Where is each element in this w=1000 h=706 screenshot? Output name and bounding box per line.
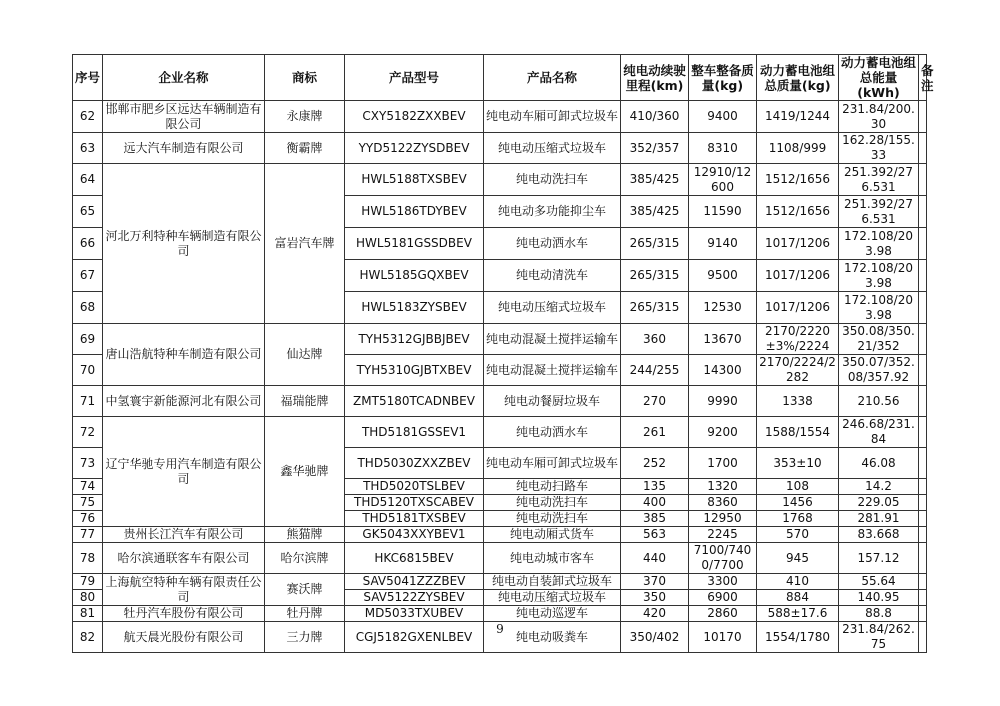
range-cell: 135	[621, 479, 689, 495]
brand-cell: 永康牌	[265, 101, 345, 133]
product-cell: 纯电动车厢可卸式垃圾车	[484, 448, 621, 479]
battery-energy-cell: 350.08/350.21/352	[839, 324, 919, 355]
battery-energy-cell: 55.64	[839, 574, 919, 590]
brand-cell: 富岩汽车牌	[265, 164, 345, 324]
range-cell: 252	[621, 448, 689, 479]
mass-cell: 6900	[689, 590, 757, 606]
seq-cell: 65	[73, 196, 103, 228]
remark-cell	[919, 355, 927, 386]
battery-mass-cell: 1456	[757, 495, 839, 511]
battery-energy-cell: 210.56	[839, 386, 919, 417]
battery-energy-cell: 46.08	[839, 448, 919, 479]
remark-cell	[919, 590, 927, 606]
product-cell: 纯电动扫路车	[484, 479, 621, 495]
model-cell: THD5120TXSCABEV	[345, 495, 484, 511]
remark-cell	[919, 133, 927, 164]
remark-cell	[919, 448, 927, 479]
remark-cell	[919, 527, 927, 543]
seq-cell: 76	[73, 511, 103, 527]
battery-mass-cell: 945	[757, 543, 839, 574]
table-row	[73, 324, 927, 355]
seq-cell: 71	[73, 386, 103, 417]
battery-mass-cell: 1017/1206	[757, 292, 839, 324]
product-cell: 纯电动洒水车	[484, 417, 621, 448]
seq-cell: 70	[73, 355, 103, 386]
seq-cell: 81	[73, 606, 103, 622]
brand-cell: 福瑞能牌	[265, 386, 345, 417]
model-cell: TYH5310GJBTXBEV	[345, 355, 484, 386]
table-row	[73, 543, 927, 574]
brand-cell: 三力牌	[265, 622, 345, 653]
range-cell: 400	[621, 495, 689, 511]
table-row	[73, 606, 927, 622]
product-cell: 纯电动洗扫车	[484, 495, 621, 511]
remark-cell	[919, 574, 927, 590]
table-row	[73, 133, 927, 164]
col-header-company: 企业名称	[103, 55, 265, 101]
range-cell: 350	[621, 590, 689, 606]
battery-mass-cell: 108	[757, 479, 839, 495]
model-cell: THD5181GSSEV1	[345, 417, 484, 448]
range-cell: 385	[621, 511, 689, 527]
remark-cell	[919, 386, 927, 417]
seq-cell: 74	[73, 479, 103, 495]
remark-cell	[919, 196, 927, 228]
model-cell: SAV5122ZYSBEV	[345, 590, 484, 606]
seq-cell: 79	[73, 574, 103, 590]
remark-cell	[919, 479, 927, 495]
company-cell: 远大汽车制造有限公司	[103, 133, 265, 164]
table-row	[73, 574, 927, 590]
vehicle-catalog-table	[72, 54, 934, 653]
range-cell: 265/315	[621, 228, 689, 260]
brand-cell: 鑫华驰牌	[265, 417, 345, 527]
product-cell: 纯电动厢式货车	[484, 527, 621, 543]
battery-mass-cell: 1338	[757, 386, 839, 417]
battery-mass-cell: 1108/999	[757, 133, 839, 164]
model-cell: HKC6815BEV	[345, 543, 484, 574]
company-cell: 航天晨光股份有限公司	[103, 622, 265, 653]
remark-cell	[919, 511, 927, 527]
page-number: 9	[496, 622, 504, 636]
seq-cell: 66	[73, 228, 103, 260]
model-cell: ZMT5180TCADNBEV	[345, 386, 484, 417]
mass-cell: 9200	[689, 417, 757, 448]
seq-cell: 72	[73, 417, 103, 448]
company-cell: 贵州长江汽车有限公司	[103, 527, 265, 543]
col-header-remark: 备注	[919, 55, 927, 101]
battery-energy-cell: 14.2	[839, 479, 919, 495]
battery-energy-cell: 88.8	[839, 606, 919, 622]
range-cell: 385/425	[621, 164, 689, 196]
company-cell: 河北万利特种车辆制造有限公司	[103, 164, 265, 324]
model-cell: CGJ5182GXENLBEV	[345, 622, 484, 653]
mass-cell: 8310	[689, 133, 757, 164]
mass-cell: 9400	[689, 101, 757, 133]
col-header-range: 纯电动续驶里程(km)	[621, 55, 689, 101]
col-header-product: 产品名称	[484, 55, 621, 101]
product-cell: 纯电动压缩式垃圾车	[484, 133, 621, 164]
battery-mass-cell: 410	[757, 574, 839, 590]
battery-energy-cell: 281.91	[839, 511, 919, 527]
battery-energy-cell: 172.108/203.98	[839, 260, 919, 292]
battery-energy-cell: 229.05	[839, 495, 919, 511]
product-cell: 纯电动巡逻车	[484, 606, 621, 622]
mass-cell: 12950	[689, 511, 757, 527]
range-cell: 265/315	[621, 292, 689, 324]
battery-mass-cell: 2170/2224/2282	[757, 355, 839, 386]
mass-cell: 9500	[689, 260, 757, 292]
remark-cell	[919, 606, 927, 622]
battery-mass-cell: 1512/1656	[757, 164, 839, 196]
range-cell: 244/255	[621, 355, 689, 386]
range-cell: 440	[621, 543, 689, 574]
battery-energy-cell: 157.12	[839, 543, 919, 574]
mass-cell: 10170	[689, 622, 757, 653]
col-header-battery-mass: 动力蓄电池组总质量(kg)	[757, 55, 839, 101]
battery-mass-cell: 1768	[757, 511, 839, 527]
company-cell: 牡丹汽车股份有限公司	[103, 606, 265, 622]
battery-energy-cell: 246.68/231.84	[839, 417, 919, 448]
product-cell: 纯电动多功能抑尘车	[484, 196, 621, 228]
mass-cell: 1700	[689, 448, 757, 479]
brand-cell: 赛沃牌	[265, 574, 345, 606]
seq-cell: 77	[73, 527, 103, 543]
mass-cell: 13670	[689, 324, 757, 355]
model-cell: TYH5312GJBBJBEV	[345, 324, 484, 355]
remark-cell	[919, 417, 927, 448]
col-header-mass: 整车整备质量(kg)	[689, 55, 757, 101]
mass-cell: 9990	[689, 386, 757, 417]
product-cell: 纯电动自装卸式垃圾车	[484, 574, 621, 590]
remark-cell	[919, 260, 927, 292]
range-cell: 360	[621, 324, 689, 355]
remark-cell	[919, 495, 927, 511]
mass-cell: 2860	[689, 606, 757, 622]
battery-mass-cell: 1512/1656	[757, 196, 839, 228]
battery-mass-cell: 1017/1206	[757, 228, 839, 260]
company-cell: 上海航空特种车辆有限责任公司	[103, 574, 265, 606]
model-cell: HWL5183ZYSBEV	[345, 292, 484, 324]
company-cell: 哈尔滨通联客车有限公司	[103, 543, 265, 574]
mass-cell: 1320	[689, 479, 757, 495]
mass-cell: 14300	[689, 355, 757, 386]
model-cell: THD5181TXSBEV	[345, 511, 484, 527]
mass-cell: 12530	[689, 292, 757, 324]
model-cell: HWL5181GSSDBEV	[345, 228, 484, 260]
remark-cell	[919, 543, 927, 574]
battery-energy-cell: 350.07/352.08/357.92	[839, 355, 919, 386]
mass-cell: 2245	[689, 527, 757, 543]
product-cell: 纯电动洗扫车	[484, 511, 621, 527]
brand-cell: 哈尔滨牌	[265, 543, 345, 574]
brand-cell: 衡霸牌	[265, 133, 345, 164]
table-body	[73, 101, 927, 653]
battery-mass-cell: 1419/1244	[757, 101, 839, 133]
model-cell: HWL5188TXSBEV	[345, 164, 484, 196]
seq-cell: 69	[73, 324, 103, 355]
table-row	[73, 417, 927, 448]
seq-cell: 63	[73, 133, 103, 164]
range-cell: 370	[621, 574, 689, 590]
range-cell: 352/357	[621, 133, 689, 164]
product-cell: 纯电动洗扫车	[484, 164, 621, 196]
brand-cell: 仙达牌	[265, 324, 345, 386]
range-cell: 420	[621, 606, 689, 622]
range-cell: 261	[621, 417, 689, 448]
model-cell: MD5033TXUBEV	[345, 606, 484, 622]
range-cell: 385/425	[621, 196, 689, 228]
battery-energy-cell: 83.668	[839, 527, 919, 543]
range-cell: 350/402	[621, 622, 689, 653]
mass-cell: 11590	[689, 196, 757, 228]
model-cell: HWL5186TDYBEV	[345, 196, 484, 228]
seq-cell: 62	[73, 101, 103, 133]
battery-mass-cell: 884	[757, 590, 839, 606]
product-cell: 纯电动混凝土搅拌运输车	[484, 324, 621, 355]
battery-energy-cell: 172.108/203.98	[839, 292, 919, 324]
mass-cell: 9140	[689, 228, 757, 260]
range-cell: 410/360	[621, 101, 689, 133]
battery-energy-cell: 162.28/155.33	[839, 133, 919, 164]
model-cell: GK5043XXYBEV1	[345, 527, 484, 543]
model-cell: SAV5041ZZZBEV	[345, 574, 484, 590]
battery-energy-cell: 251.392/276.531	[839, 196, 919, 228]
product-cell: 纯电动城市客车	[484, 543, 621, 574]
battery-mass-cell: 2170/2220±3%/2224	[757, 324, 839, 355]
battery-energy-cell: 251.392/276.531	[839, 164, 919, 196]
remark-cell	[919, 324, 927, 355]
mass-cell: 8360	[689, 495, 757, 511]
table-row	[73, 164, 927, 196]
table-row	[73, 386, 927, 417]
product-cell: 纯电动吸粪车	[484, 622, 621, 653]
company-cell: 中氢寰宇新能源河北有限公司	[103, 386, 265, 417]
range-cell: 265/315	[621, 260, 689, 292]
range-cell: 563	[621, 527, 689, 543]
seq-cell: 80	[73, 590, 103, 606]
product-cell: 纯电动餐厨垃圾车	[484, 386, 621, 417]
mass-cell: 3300	[689, 574, 757, 590]
remark-cell	[919, 228, 927, 260]
header-row	[73, 55, 927, 101]
battery-mass-cell: 1017/1206	[757, 260, 839, 292]
seq-cell: 75	[73, 495, 103, 511]
range-cell: 270	[621, 386, 689, 417]
battery-mass-cell: 353±10	[757, 448, 839, 479]
seq-cell: 64	[73, 164, 103, 196]
product-cell: 纯电动清洗车	[484, 260, 621, 292]
col-header-battery-energy: 动力蓄电池组总能量(kWh)	[839, 55, 919, 101]
company-cell: 唐山浩航特种车制造有限公司	[103, 324, 265, 386]
remark-cell	[919, 292, 927, 324]
col-header-model: 产品型号	[345, 55, 484, 101]
model-cell: THD5020TSLBEV	[345, 479, 484, 495]
seq-cell: 68	[73, 292, 103, 324]
remark-cell	[919, 101, 927, 133]
mass-cell: 7100/7400/7700	[689, 543, 757, 574]
product-cell: 纯电动混凝土搅拌运输车	[484, 355, 621, 386]
battery-mass-cell: 1554/1780	[757, 622, 839, 653]
battery-energy-cell: 172.108/203.98	[839, 228, 919, 260]
mass-cell: 12910/12600	[689, 164, 757, 196]
product-cell: 纯电动洒水车	[484, 228, 621, 260]
battery-mass-cell: 588±17.6	[757, 606, 839, 622]
product-cell: 纯电动压缩式垃圾车	[484, 292, 621, 324]
company-cell: 邯郸市肥乡区远达车辆制造有限公司	[103, 101, 265, 133]
brand-cell: 熊猫牌	[265, 527, 345, 543]
table-row	[73, 101, 927, 133]
col-header-brand: 商标	[265, 55, 345, 101]
col-header-seq: 序号	[73, 55, 103, 101]
seq-cell: 78	[73, 543, 103, 574]
battery-mass-cell: 1588/1554	[757, 417, 839, 448]
model-cell: YYD5122ZYSDBEV	[345, 133, 484, 164]
model-cell: CXY5182ZXXBEV	[345, 101, 484, 133]
product-cell: 纯电动车厢可卸式垃圾车	[484, 101, 621, 133]
battery-energy-cell: 231.84/262.75	[839, 622, 919, 653]
remark-cell	[919, 164, 927, 196]
battery-energy-cell: 140.95	[839, 590, 919, 606]
table-row	[73, 527, 927, 543]
product-cell: 纯电动压缩式垃圾车	[484, 590, 621, 606]
model-cell: THD5030ZXXZBEV	[345, 448, 484, 479]
company-cell: 辽宁华驰专用汽车制造有限公司	[103, 417, 265, 527]
model-cell: HWL5185GQXBEV	[345, 260, 484, 292]
brand-cell: 牡丹牌	[265, 606, 345, 622]
battery-energy-cell: 231.84/200.30	[839, 101, 919, 133]
seq-cell: 67	[73, 260, 103, 292]
seq-cell: 73	[73, 448, 103, 479]
battery-mass-cell: 570	[757, 527, 839, 543]
seq-cell: 82	[73, 622, 103, 653]
